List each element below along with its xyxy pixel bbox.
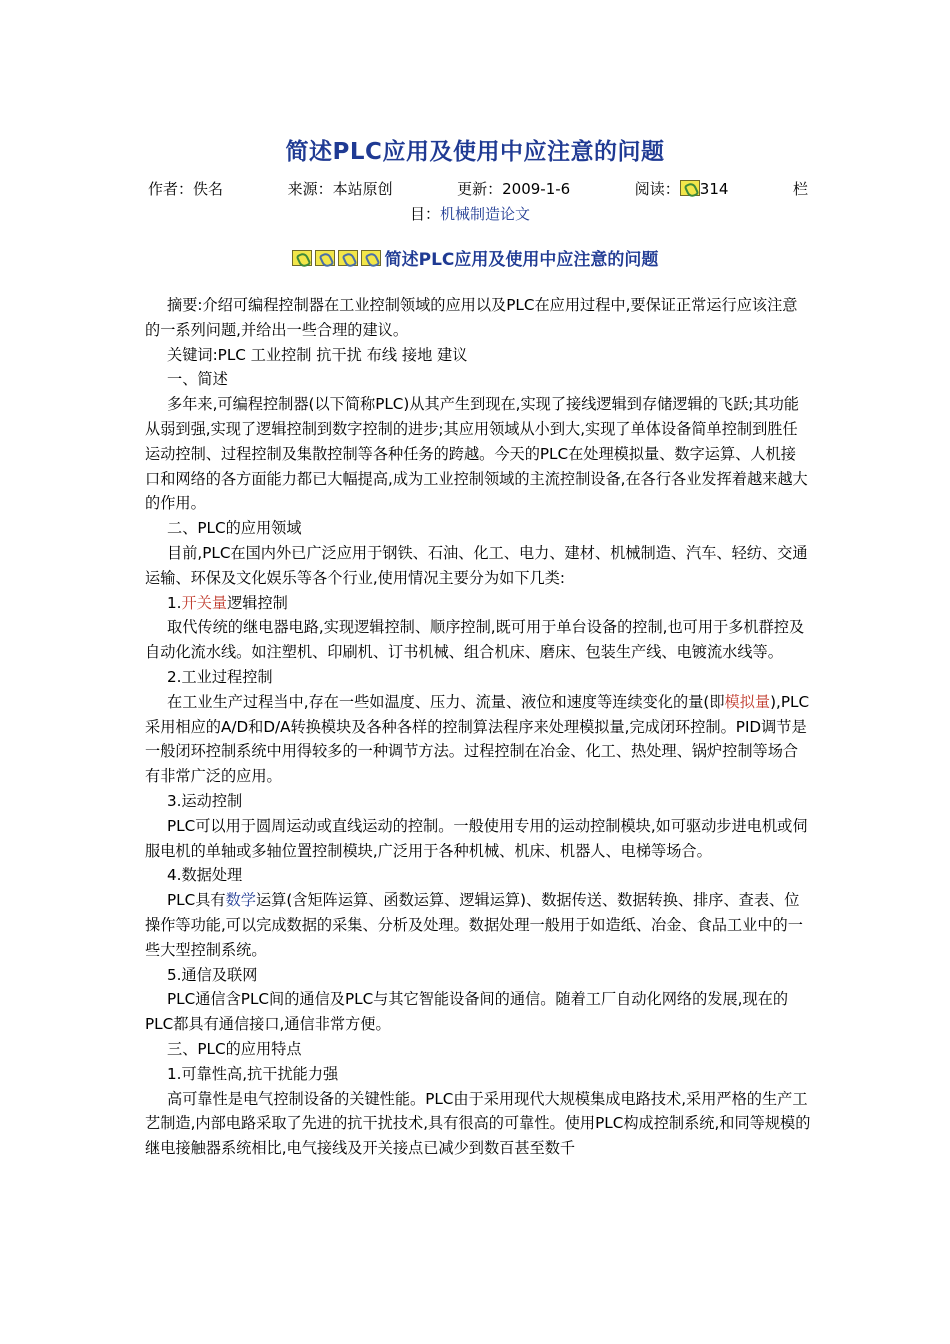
item-heading: 5.通信及联网 [167,965,258,984]
item-heading: 3.运动控制 [167,791,243,810]
page-title: 简述PLC应用及使用中应注意的问题 [285,139,665,165]
inline-link[interactable]: 数学 [225,891,256,910]
read-count: 阅读： 314 [634,180,729,198]
decorative-icon [292,250,312,266]
column-label-2: 目： [410,205,441,223]
inline-link[interactable]: 开关量 [181,593,228,612]
section-heading: 三、PLC的应用特点 [167,1039,302,1058]
inline-link[interactable]: 模拟量 [724,692,771,711]
paragraph: PLC可以用于圆周运动或直线运动的控制。一般使用专用的运动控制模块,如可驱动步进电机或伺服电机的单轴或多轴位置控制模块,广泛用于各种机械、机床、机器人、电梯等场合。 [145,816,808,860]
section-heading: 一、简述 [167,370,228,389]
decorative-icon [361,250,381,266]
article-meta [148,177,808,227]
paragraph: 目前,PLC在国内外已广泛应用于钢铁、石油、化工、电力、建材、机械制造、汽车、轻纺、交通运输、环保及文化娱乐等各个行业,使用情况主要分为如下几类: [145,543,808,587]
item-heading: 2.工业过程控制 [167,667,273,686]
article-subtitle [0,245,950,270]
source: 来源：本站原创 [287,180,393,198]
keywords: 关键词:PLC 工业控制 抗干扰 布线 接地 建议 [167,345,468,364]
section-heading: 二、PLC的应用领域 [167,519,302,538]
decorative-icon [315,250,335,266]
paragraph: PLC具有数学运算(含矩阵运算、函数运算、逻辑运算)、数据传送、数据转换、排序、查表、位操作等功能,可以完成数据的采集、分析及处理。数据处理一般用于如造纸、冶金、食品工业中的一些大型控制系统。 [145,891,803,959]
paragraph: 在工业生产过程当中,存在一些如温度、压力、流量、液位和速度等连续变化的量(即模拟量),PLC采用相应的A/D和D/A转换模块及各种各样的控制算法程序来处理模拟量,完成闭环控制。PID调节是一般闭环控制系统中用得较多的一种调节方法。过程控制在冶金、化工、热处理、锅炉控制等场合有非常广泛的应用。 [145,692,810,786]
item-heading: 1.可靠性高,抗干扰能力强 [167,1064,339,1083]
reads-icon [680,180,700,196]
column-label-1: 栏 [792,180,808,198]
column-row [148,202,808,227]
column-link[interactable]: 机械制造论文 [440,205,531,223]
item-heading: 4.数据处理 [167,866,243,885]
item-heading: 1.开关量逻辑控制 [167,593,288,612]
abstract: 摘要:介绍可编程控制器在工业控制领域的应用以及PLC在应用过程中,要保证正常运行应该注意的一系列问题,并给出一些合理的建议。 [145,296,798,339]
update-date: 更新：2009-1-6 [457,180,571,198]
author: 作者：佚名 [148,180,224,198]
paragraph: 多年来,可编程控制器(以下简称PLC)从其产生到现在,实现了接线逻辑到存储逻辑的飞跃;其功能从弱到强,实现了逻辑控制到数字控制的进步;其应用领域从小到大,实现了单体设备简单控制到胜任运动控制、过程控制及集散控制等各种任务的跨越。今天的PLC在处理模拟量、数字运算、人机接口和网络的各方面能力都已大幅提高,成为工业控制领域的主流控制设备,在各行各业发挥着越来越大的作用。 [145,395,808,513]
paragraph: PLC通信含PLC间的通信及PLC与其它智能设备间的通信。随着工厂自动化网络的发展,现在的PLC都具有通信接口,通信非常方便。 [145,990,789,1034]
article-body [145,293,811,1161]
paragraph: 高可靠性是电气控制设备的关键性能。PLC由于采用现代大规模集成电路技术,采用严格的生产工艺制造,内部电路采取了先进的抗干扰技术,具有很高的可靠性。使用PLC构成控制系统,和同等规模的继电接触器系统相比,电气接线及开关接点已减少到数百甚至数千 [145,1089,811,1158]
subtitle-text: 简述PLC应用及使用中应注意的问题 [384,250,659,270]
subtitle-icons [292,250,381,266]
decorative-icon [338,250,358,266]
paragraph: 取代传统的继电器电路,实现逻辑控制、顺序控制,既可用于单台设备的控制,也可用于多机群控及自动化流水线。如注塑机、印刷机、订书机械、组合机床、磨床、包装生产线、电镀流水线等。 [145,618,805,662]
